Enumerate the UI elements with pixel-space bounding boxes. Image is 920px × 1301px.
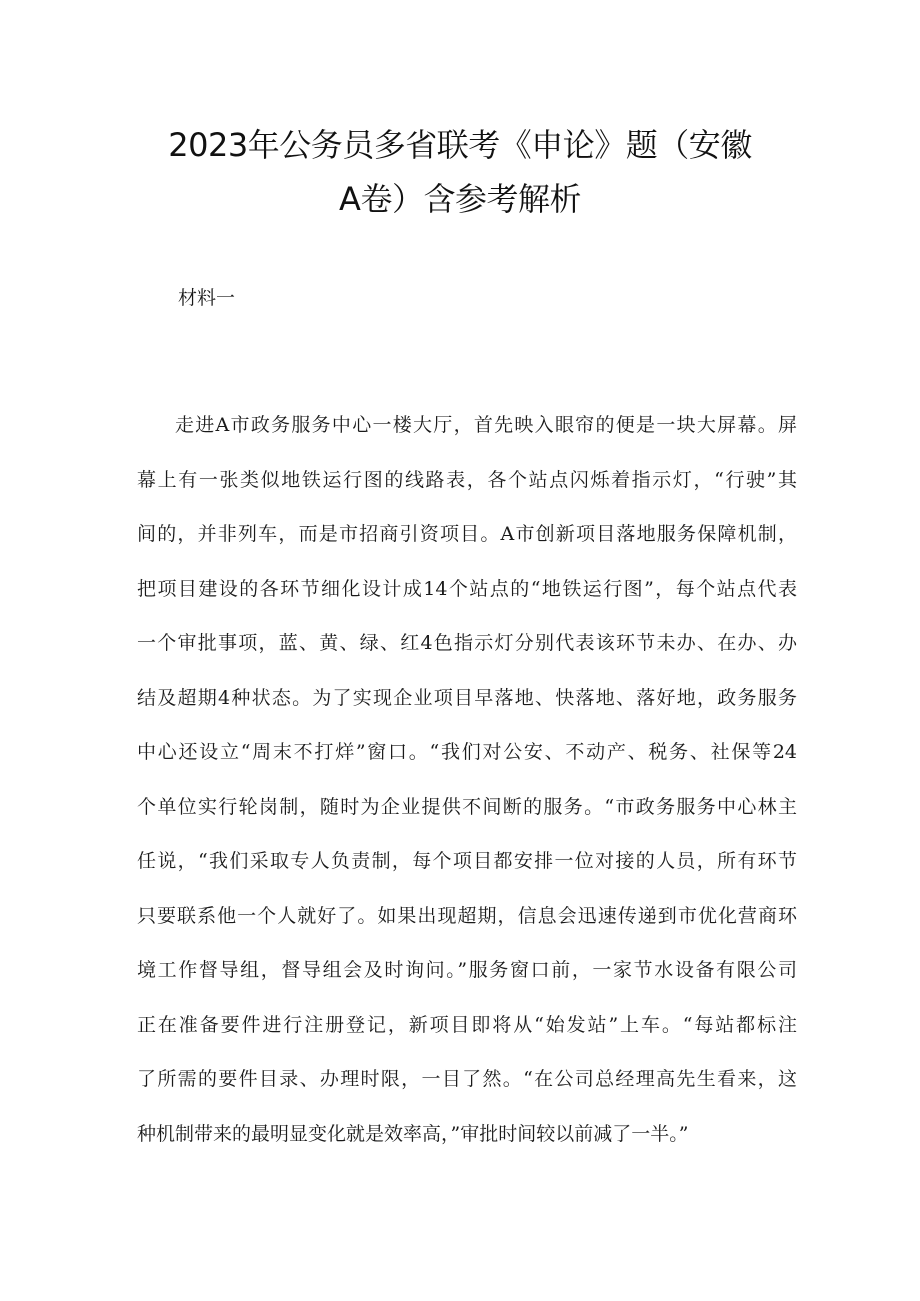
- paragraph-line: 了所需的要件目录、办理时限，一目了然。“在公司总经理高先生看来，这: [137, 1068, 797, 1090]
- paragraph-line: 正在准备要件进行注册登记，新项目即将从“始发站”上车。“每站都标注: [137, 1013, 797, 1036]
- paragraph-line: 任说，“我们采取专人负责制，每个项目都安排一位对接的人员，所有环节: [137, 850, 797, 872]
- paragraph-line: 结及超期4种状态。为了实现企业项目早落地、快落地、落好地，政务服务: [137, 686, 797, 709]
- paragraph-line: 间的，并非列车，而是市招商引资项目。A市创新项目落地服务保障机制，: [137, 523, 797, 545]
- paragraph-line: 只要联系他一个人就好了。如果出现超期，信息会迅速传递到市优化营商环: [137, 904, 797, 927]
- paragraph-line: 种机制带来的最明显变化就是效率高，”审批时间较以前减了一半。”: [137, 1122, 689, 1145]
- document-title: [130, 118, 790, 226]
- paragraph-line: 境工作督导组，督导组会及时询问。”服务窗口前，一家节水设备有限公司: [137, 959, 797, 981]
- paragraph-line: 一个审批事项，蓝、黄、绿、红4色指示灯分别代表该环节未办、在办、办: [137, 632, 797, 654]
- body-paragraph: [137, 398, 797, 1161]
- title-line-1: 2023年公务员多省联考《申论》题（安徽: [168, 126, 752, 164]
- section-label: 材料一: [178, 287, 236, 309]
- paragraph-line: 走进A市政务服务中心一楼大厅，首先映入眼帘的便是一块大屏幕。屏: [175, 414, 797, 436]
- title-line-2: A卷）含参考解析: [339, 180, 581, 218]
- paragraph-line: 把项目建设的各环节细化设计成14个站点的“地铁运行图”，每个站点代表: [137, 577, 797, 600]
- paragraph-line: 个单位实行轮岗制，随时为企业提供不间断的服务。“市政务服务中心林主: [137, 795, 797, 818]
- paragraph-line: 中心还设立“周末不打烊”窗口。“我们对公安、不动产、税务、社保等24: [137, 741, 797, 763]
- paragraph-line: 幕上有一张类似地铁运行图的线路表，各个站点闪烁着指示灯，“行驶”其: [137, 468, 797, 491]
